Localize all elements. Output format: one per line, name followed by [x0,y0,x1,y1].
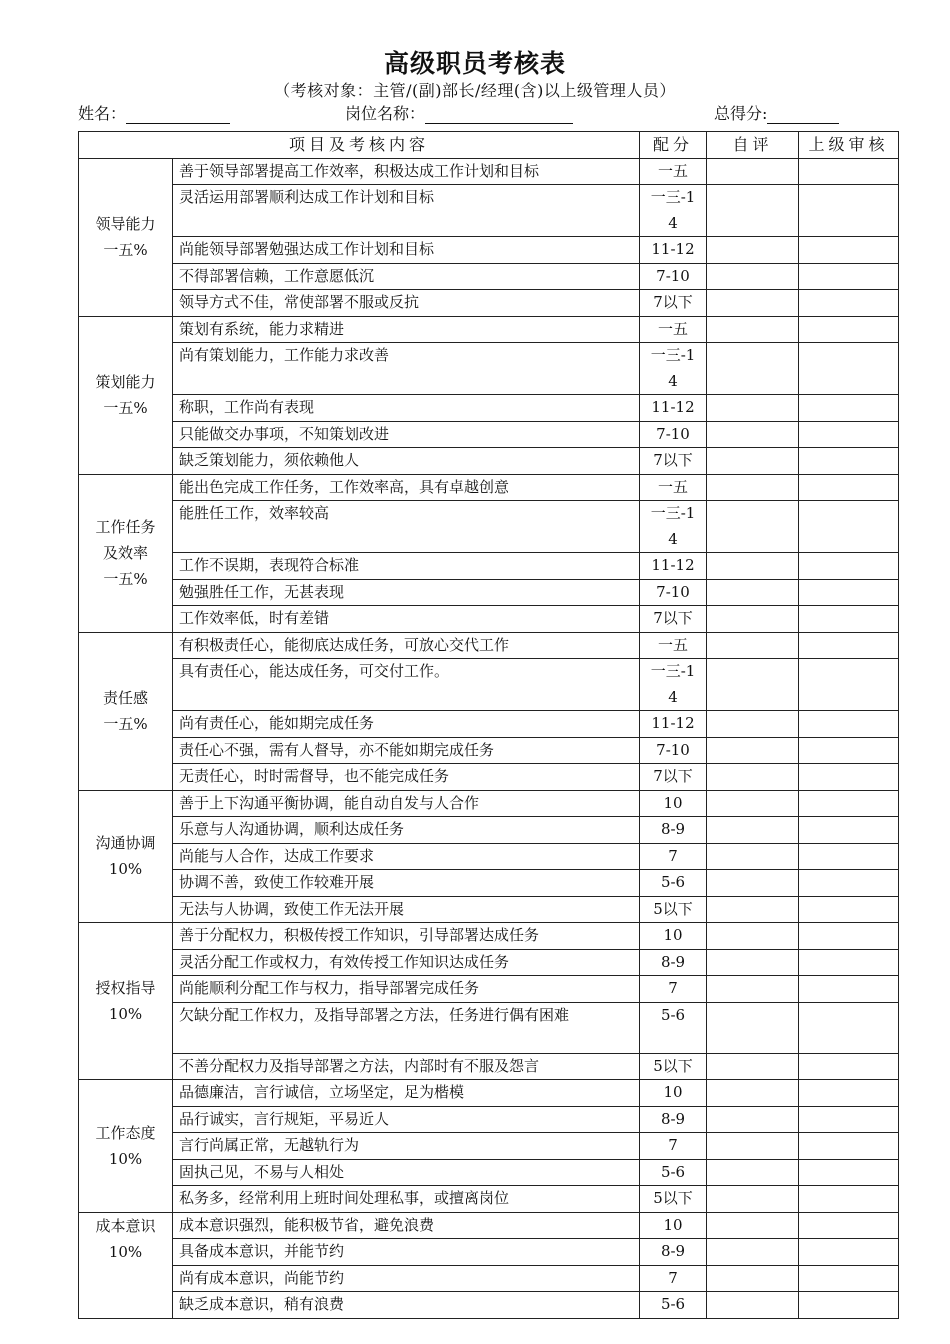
category-cell [79,632,173,790]
table-body [79,158,899,1318]
criterion-score: 10 [640,790,707,817]
criterion-description: 不得部署信赖，工作意愿低沉 [173,263,640,290]
criterion-score: 7-10 [640,263,707,290]
category-name: 工作任务及效率 [95,518,156,562]
criterion-description: 欠缺分配工作权力，及指导部署之方法，任务进行偶有困难 [173,1002,640,1053]
category-cell [79,158,173,316]
table-row [79,395,899,422]
total-score-field [714,101,839,124]
assessment-table [78,131,899,1319]
criterion-score: 8-9 [640,949,707,976]
category-name: 责任感 [102,689,148,707]
category-cell [79,474,173,632]
table-row [79,474,899,501]
criterion-score: 一三-14 [640,501,707,553]
criterion-score: 10 [640,1212,707,1239]
self-eval-cell[interactable] [707,290,799,317]
table-row [79,870,899,897]
table-row [79,1212,899,1239]
criterion-description: 不善分配权力及指导部署之方法，内部时有不服及怨言 [173,1053,640,1080]
self-eval-cell[interactable] [707,1002,799,1053]
criterion-score: 7-10 [640,421,707,448]
criterion-description: 尚有策划能力，工作能力求改善 [173,343,640,395]
header-self-eval: 自评 [707,132,799,159]
self-eval-cell[interactable] [707,395,799,422]
criterion-score: 一五 [640,474,707,501]
criterion-score: 11-12 [640,711,707,738]
criterion-description: 固执己见，不易与人相处 [173,1159,640,1186]
criterion-score: 10 [640,923,707,950]
criterion-score: 7-10 [640,737,707,764]
table-row [79,764,899,791]
table-row [79,1133,899,1160]
category-weight: 一五% [103,715,148,733]
criterion-description: 私务多，经常利用上班时间处理私事，或擅离岗位 [173,1186,640,1213]
superior-review-cell[interactable] [799,737,899,764]
superior-review-cell[interactable] [799,421,899,448]
category-weight: 10% [108,1149,143,1168]
criterion-score: 7 [640,976,707,1003]
criterion-description: 尚有责任心，能如期完成任务 [173,711,640,738]
superior-review-cell[interactable] [799,817,899,844]
criterion-description: 领导方式不佳，常使部署不服或反抗 [173,290,640,317]
superior-review-cell[interactable] [799,1239,899,1266]
criterion-description: 言行尚属正常，无越轨行为 [173,1133,640,1160]
table-row [79,1002,899,1053]
criterion-description: 能出色完成工作任务，工作效率高，具有卓越创意 [173,474,640,501]
self-eval-cell[interactable] [707,316,799,343]
superior-review-cell[interactable] [799,1159,899,1186]
table-row [79,737,899,764]
table-row [79,606,899,633]
criterion-description: 责任心不强，需有人督导，亦不能如期完成任务 [173,737,640,764]
criterion-score: 11-12 [640,553,707,580]
header-superior-review: 上级审核 [799,132,899,159]
superior-review-cell[interactable] [799,579,899,606]
criterion-description: 工作效率低，时有差错 [173,606,640,633]
criterion-description: 尚有成本意识，尚能节约 [173,1265,640,1292]
page-title: 高级职员考核表 [383,49,566,78]
criterion-description: 灵活运用部署顺利达成工作计划和目标 [173,185,640,237]
table-row [79,896,899,923]
criterion-description: 善于领导部署提高工作效率，积极达成工作计划和目标 [173,158,640,185]
table-row [79,817,899,844]
criterion-description: 无责任心，时时需督导，也不能完成任务 [173,764,640,791]
self-eval-cell[interactable] [707,923,799,950]
criterion-description: 工作不误期，表现符合标准 [173,553,640,580]
position-label: 岗位名称： [345,104,426,123]
self-eval-cell[interactable] [707,764,799,791]
category-cell [79,923,173,1080]
table-row [79,632,899,659]
self-eval-cell[interactable] [707,474,799,501]
criterion-score: 11-12 [640,237,707,264]
criterion-description: 善于分配权力，积极传授工作知识，引导部署达成任务 [173,923,640,950]
criterion-score: 7 [640,843,707,870]
criterion-score: 一三-14 [640,659,707,711]
self-eval-cell[interactable] [707,263,799,290]
superior-review-cell[interactable] [799,843,899,870]
self-eval-cell[interactable] [707,1106,799,1133]
self-eval-cell[interactable] [707,343,799,395]
table-row [79,1292,899,1319]
superior-review-cell[interactable] [799,185,899,237]
criterion-description: 乐意与人沟通协调，顺利达成任务 [173,817,640,844]
superior-review-cell[interactable] [799,632,899,659]
superior-review-cell[interactable] [799,949,899,976]
criterion-score: 一五 [640,632,707,659]
self-eval-cell[interactable] [707,896,799,923]
table-row [79,1186,899,1213]
table-row [79,1053,899,1080]
self-eval-cell[interactable] [707,185,799,237]
superior-review-cell[interactable] [799,316,899,343]
superior-review-cell[interactable] [799,448,899,475]
category-name: 工作态度 [95,1123,156,1142]
superior-review-cell[interactable] [799,1186,899,1213]
self-eval-cell[interactable] [707,1292,799,1319]
header-item: 项目及考核内容 [79,132,640,159]
self-eval-cell[interactable] [707,421,799,448]
criterion-description: 具有责任心，能达成任务，可交付工作。 [173,659,640,711]
self-eval-cell[interactable] [707,1159,799,1186]
table-row [79,949,899,976]
criterion-score: 7 [640,1265,707,1292]
category-name: 授权指导 [95,979,156,997]
table-row [79,316,899,343]
criterion-score: 11-12 [640,395,707,422]
table-row [79,343,899,395]
position-field [345,101,573,124]
self-eval-cell[interactable] [707,501,799,553]
table-row [79,237,899,264]
category-cell [79,1080,173,1213]
total-score-input-line[interactable] [767,105,839,124]
table-row [79,790,899,817]
criterion-description: 有积极责任心，能彻底达成任务，可放心交代工作 [173,632,640,659]
criterion-description: 尚能与人合作，达成工作要求 [173,843,640,870]
category-name: 成本意识 [95,1216,156,1235]
criterion-score: 8-9 [640,1106,707,1133]
superior-review-cell[interactable] [799,790,899,817]
table-row [79,185,899,237]
criterion-description: 善于上下沟通平衡协调，能自动自发与人合作 [173,790,640,817]
table-row [79,1239,899,1266]
self-eval-cell[interactable] [707,790,799,817]
superior-review-cell[interactable] [799,1133,899,1160]
criterion-description: 勉强胜任工作，无甚表现 [173,579,640,606]
criterion-description: 无法与人协调，致使工作无法开展 [173,896,640,923]
criterion-score: 7以下 [640,606,707,633]
criterion-score: 5-6 [640,1292,707,1319]
table-row [79,263,899,290]
criterion-description: 具备成本意识，并能节约 [173,1239,640,1266]
criterion-score: 5-6 [640,1159,707,1186]
table-row [79,923,899,950]
superior-review-cell[interactable] [799,343,899,395]
self-eval-cell[interactable] [707,843,799,870]
criterion-score: 5以下 [640,1186,707,1213]
criterion-description: 品行诚实，言行规矩，平易近人 [173,1106,640,1133]
criterion-score: 5以下 [640,1053,707,1080]
self-eval-cell[interactable] [707,737,799,764]
table-row [79,1080,899,1107]
category-weight: 一五% [103,399,148,417]
criterion-score: 8-9 [640,1239,707,1266]
table-row [79,976,899,1003]
category-cell [79,790,173,923]
name-field [78,101,230,124]
table-row [79,711,899,738]
name-input-line[interactable] [126,105,230,124]
table-row [79,659,899,711]
self-eval-cell[interactable] [707,949,799,976]
superior-review-cell[interactable] [799,553,899,580]
self-eval-cell[interactable] [707,1053,799,1080]
self-eval-cell[interactable] [707,579,799,606]
self-eval-cell[interactable] [707,606,799,633]
criterion-description: 尚能领导部署勉强达成工作计划和目标 [173,237,640,264]
category-cell [79,1212,173,1318]
superior-review-cell[interactable] [799,870,899,897]
superior-review-cell[interactable] [799,158,899,185]
criterion-score: 5以下 [640,896,707,923]
superior-review-cell[interactable] [799,896,899,923]
self-eval-cell[interactable] [707,237,799,264]
superior-review-cell[interactable] [799,290,899,317]
superior-review-cell[interactable] [799,1002,899,1053]
criterion-score: 5-6 [640,870,707,897]
superior-review-cell[interactable] [799,923,899,950]
criterion-score: 7以下 [640,448,707,475]
category-cell [79,316,173,474]
self-eval-cell[interactable] [707,659,799,711]
superior-review-cell[interactable] [799,1292,899,1319]
table-row [79,1159,899,1186]
superior-review-cell[interactable] [799,474,899,501]
category-weight: 10% [108,1242,143,1261]
self-eval-cell[interactable] [707,632,799,659]
superior-review-cell[interactable] [799,976,899,1003]
criterion-description: 尚能顺利分配工作与权力，指导部署完成任务 [173,976,640,1003]
superior-review-cell[interactable] [799,501,899,553]
superior-review-cell[interactable] [799,1053,899,1080]
self-eval-cell[interactable] [707,976,799,1003]
table-row [79,1265,899,1292]
self-eval-cell[interactable] [707,553,799,580]
category-name: 策划能力 [95,373,156,391]
self-eval-cell[interactable] [707,1080,799,1107]
self-eval-cell[interactable] [707,870,799,897]
table-row [79,579,899,606]
criterion-description: 成本意识强烈，能积极节省，避免浪费 [173,1212,640,1239]
self-eval-cell[interactable] [707,1212,799,1239]
position-input-line[interactable] [425,105,573,124]
name-label: 姓名： [78,104,127,123]
table-row [79,290,899,317]
criterion-score: 一三-14 [640,185,707,237]
category-name: 沟通协调 [95,834,156,853]
page-subtitle: （考核对象：主管/(副)部长/经理(含)以上级管理人员） [274,81,676,100]
self-eval-cell[interactable] [707,1186,799,1213]
self-eval-cell[interactable] [707,1133,799,1160]
category-weight: 10% [108,860,143,879]
table-row [79,421,899,448]
criterion-description: 灵活分配工作或权力，有效传授工作知识达成任务 [173,949,640,976]
criterion-description: 只能做交办事项，不知策划改进 [173,421,640,448]
superior-review-cell[interactable] [799,1265,899,1292]
criterion-score: 7 [640,1133,707,1160]
table-row [79,843,899,870]
category-weight: 10% [108,1005,143,1023]
criterion-description: 缺乏策划能力，须依赖他人 [173,448,640,475]
superior-review-cell[interactable] [799,1212,899,1239]
category-name: 领导能力 [95,215,156,233]
criterion-score: 7以下 [640,764,707,791]
superior-review-cell[interactable] [799,659,899,711]
superior-review-cell[interactable] [799,263,899,290]
self-eval-cell[interactable] [707,817,799,844]
criterion-score: 10 [640,1080,707,1107]
self-eval-cell[interactable] [707,158,799,185]
criterion-score: 8-9 [640,817,707,844]
table-row [79,501,899,553]
table-row [79,448,899,475]
superior-review-cell[interactable] [799,1106,899,1133]
criterion-description: 策划有系统，能力求精进 [173,316,640,343]
total-score-label: 总得分: [714,104,768,123]
criterion-description: 缺乏成本意识，稍有浪费 [173,1292,640,1319]
superior-review-cell[interactable] [799,606,899,633]
criterion-score: 7-10 [640,579,707,606]
criterion-score: 一五 [640,158,707,185]
criterion-score: 7以下 [640,290,707,317]
category-weight: 一五% [103,570,148,588]
superior-review-cell[interactable] [799,237,899,264]
superior-review-cell[interactable] [799,395,899,422]
criterion-description: 品德廉洁，言行诚信，立场坚定，足为楷模 [173,1080,640,1107]
criterion-description: 能胜任工作，效率较高 [173,501,640,553]
table-row [79,1106,899,1133]
table-row [79,158,899,185]
superior-review-cell[interactable] [799,764,899,791]
table-row [79,553,899,580]
criterion-score: 一三-14 [640,343,707,395]
self-eval-cell[interactable] [707,1265,799,1292]
self-eval-cell[interactable] [707,711,799,738]
self-eval-cell[interactable] [707,1239,799,1266]
criterion-description: 称职，工作尚有表现 [173,395,640,422]
criterion-score: 5-6 [640,1002,707,1053]
self-eval-cell[interactable] [707,448,799,475]
superior-review-cell[interactable] [799,1080,899,1107]
criterion-description: 协调不善，致使工作较难开展 [173,870,640,897]
header-score: 配分 [640,132,707,159]
table-header-row [79,132,899,159]
superior-review-cell[interactable] [799,711,899,738]
category-weight: 一五% [103,241,148,259]
criterion-score: 一五 [640,316,707,343]
